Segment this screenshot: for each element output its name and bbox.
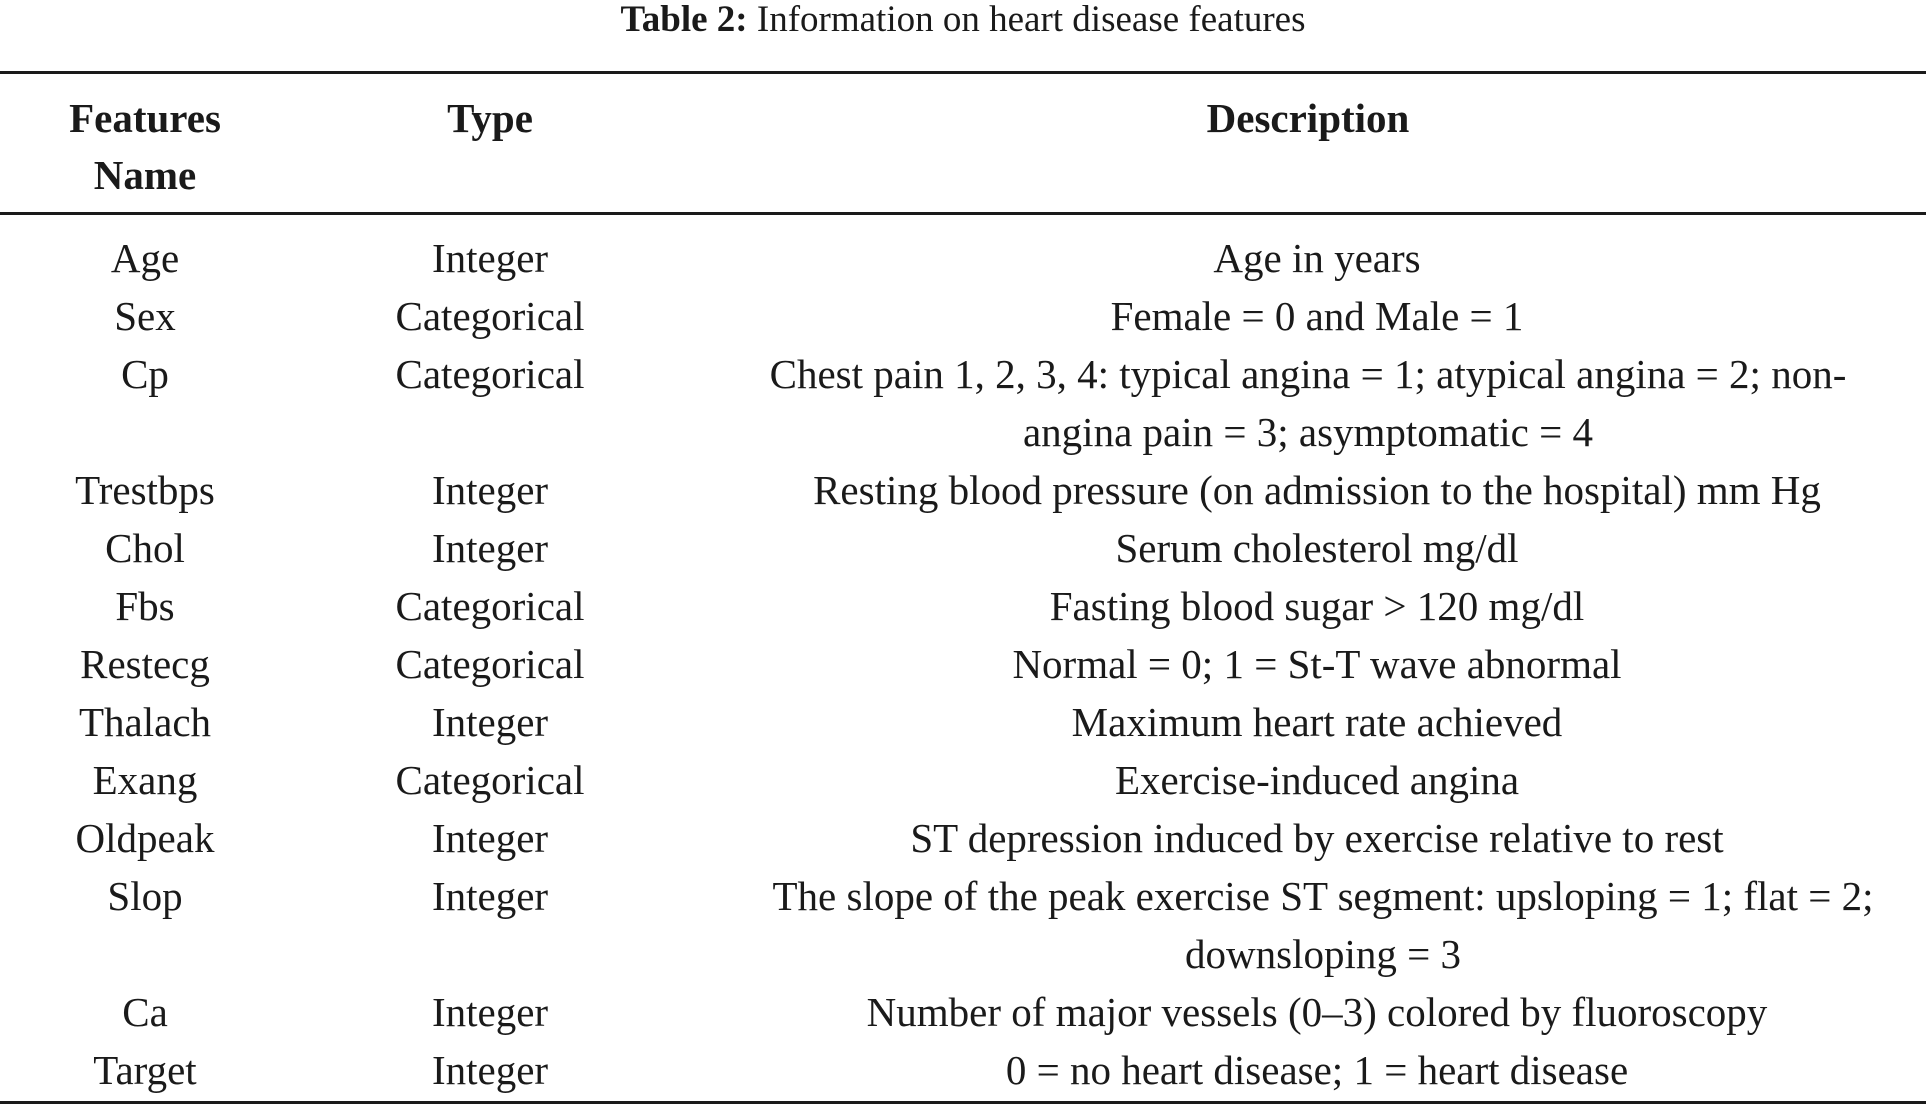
feature-description-cell: Exercise-induced angina <box>1114 757 1520 803</box>
table-row <box>0 983 1926 1041</box>
feature-description-cell: Chest pain 1, 2, 3, 4: typical angina = 1; atypical angina = 2; non-angina pain = 3; asymptomatic = 4 <box>769 351 1847 455</box>
feature-description-cell: ST depression induced by exercise relative to rest <box>910 815 1724 861</box>
table-row <box>0 751 1926 809</box>
feature-type-cell: Integer <box>431 873 549 919</box>
feature-type-cell: Integer <box>431 235 549 281</box>
feature-type-cell: Categorical <box>395 757 585 803</box>
table-row <box>0 287 1926 345</box>
table-row <box>0 635 1926 693</box>
feature-type-cell: Integer <box>431 699 549 745</box>
feature-name-cell: Chol <box>105 525 185 571</box>
feature-description-cell: The slope of the peak exercise ST segment: upsloping = 1; flat = 2; downsloping = 3 <box>772 873 1874 977</box>
feature-type-cell: Categorical <box>395 351 585 397</box>
feature-type-cell: Integer <box>431 1047 549 1093</box>
table-row <box>0 577 1926 635</box>
feature-type-cell: Integer <box>431 815 549 861</box>
feature-name-cell: Cp <box>121 351 169 397</box>
feature-description-cell: Normal = 0; 1 = St-T wave abnormal <box>1012 641 1622 687</box>
table-row <box>0 693 1926 751</box>
table-row <box>0 867 1926 983</box>
feature-name-cell: Slop <box>107 873 183 919</box>
feature-description-cell: Serum cholesterol mg/dl <box>1115 525 1519 571</box>
header-description: Description <box>1206 95 1410 141</box>
feature-description-cell: Number of major vessels (0–3) colored by fluoroscopy <box>866 989 1768 1035</box>
feature-type-cell: Integer <box>431 525 549 571</box>
feature-type-cell: Categorical <box>395 641 585 687</box>
feature-name-cell: Age <box>110 235 180 281</box>
features-table <box>0 71 1926 1104</box>
header-row <box>0 73 1926 214</box>
feature-description-cell: Maximum heart rate achieved <box>1071 699 1563 745</box>
caption-label: Table 2: <box>620 0 748 40</box>
table-container <box>0 71 1926 1104</box>
table-row <box>0 519 1926 577</box>
header-features-name: Features Name <box>69 95 221 198</box>
feature-description-cell: Resting blood pressure (on admission to the hospital) mm Hg <box>813 467 1821 513</box>
feature-name-cell: Oldpeak <box>75 815 215 861</box>
table-row <box>0 1041 1926 1103</box>
feature-type-cell: Integer <box>431 989 549 1035</box>
feature-name-cell: Target <box>93 1047 197 1093</box>
feature-description-cell: Female = 0 and Male = 1 <box>1110 293 1524 339</box>
feature-name-cell: Restecg <box>80 641 210 687</box>
feature-name-cell: Exang <box>92 757 198 803</box>
caption-text: Information on heart disease features <box>747 0 1306 40</box>
table-row <box>0 345 1926 461</box>
feature-description-cell: 0 = no heart disease; 1 = heart disease <box>1005 1047 1629 1093</box>
table-caption <box>0 0 1926 44</box>
feature-name-cell: Trestbps <box>75 467 215 513</box>
feature-name-cell: Thalach <box>78 699 212 745</box>
feature-name-cell: Fbs <box>115 583 175 629</box>
feature-description-cell: Fasting blood sugar > 120 mg/dl <box>1049 583 1585 629</box>
table-body <box>0 214 1926 1103</box>
header-type: Type <box>447 95 533 141</box>
feature-type-cell: Categorical <box>395 583 585 629</box>
feature-type-cell: Categorical <box>395 293 585 339</box>
table-header <box>0 73 1926 214</box>
feature-name-cell: Ca <box>122 989 168 1035</box>
feature-type-cell: Integer <box>431 467 549 513</box>
feature-name-cell: Sex <box>114 293 176 339</box>
table-row <box>0 461 1926 519</box>
table-row <box>0 809 1926 867</box>
table-row <box>0 214 1926 288</box>
feature-description-cell: Age in years <box>1213 235 1421 281</box>
